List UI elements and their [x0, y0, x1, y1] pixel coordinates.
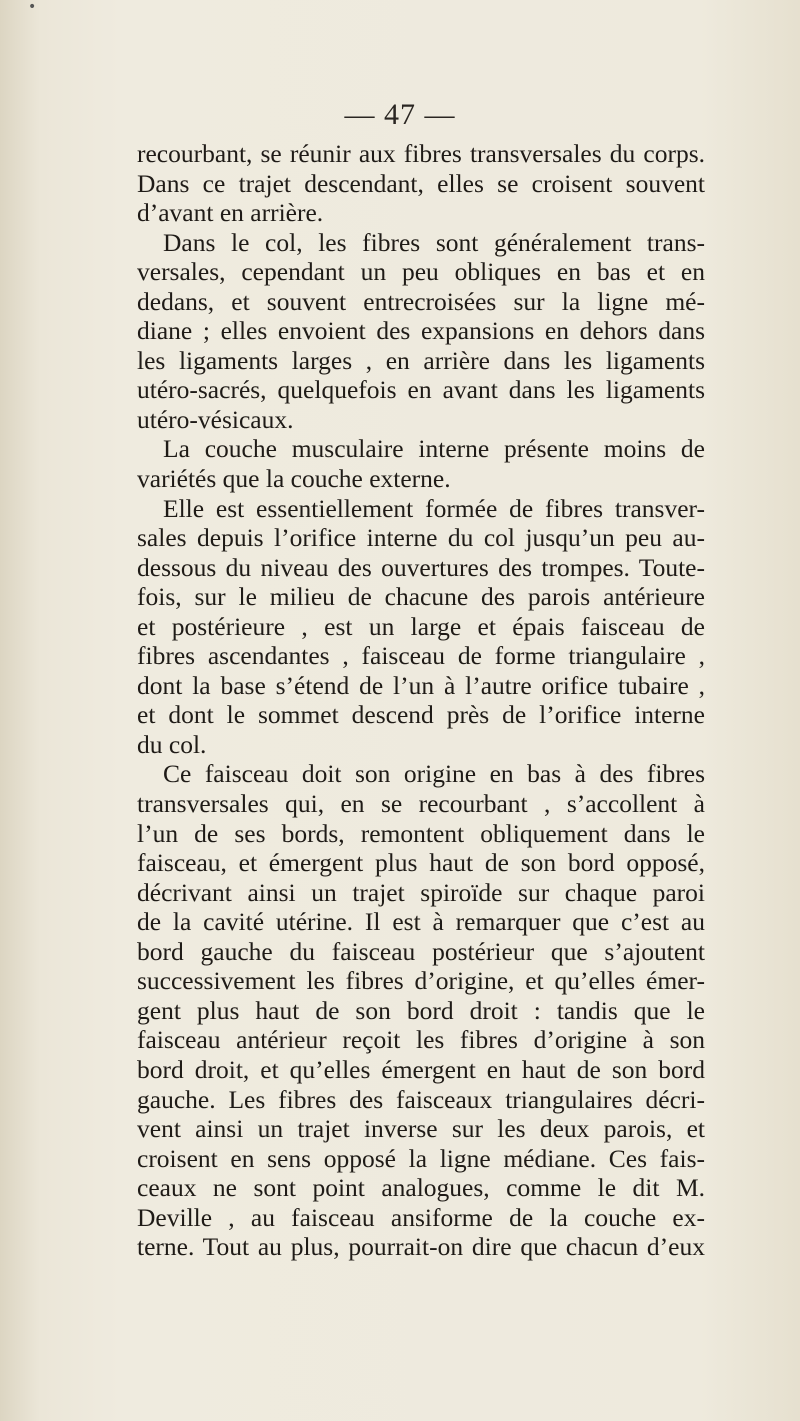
- text-line: faisceau antérieur reçoit les fibres d’origine à son: [137, 1025, 705, 1055]
- text-line: bord gauche du faisceau postérieur que s’ajoutent: [137, 936, 705, 966]
- text-line: croisent en sens opposé la ligne médiane. Ces fais-: [137, 1143, 705, 1173]
- text-line: du col.: [137, 729, 207, 759]
- text-line: gent plus haut de son bord droit : tandis que le: [137, 995, 705, 1025]
- text-line: décrivant ainsi un trajet spiroïde sur chaque paroi: [137, 877, 705, 907]
- text-line: transversales qui, en se recourbant , s’accollent à: [137, 789, 705, 819]
- text-line: ceaux ne sont point analogues, comme le dit M.: [137, 1173, 705, 1203]
- text-line: Deville , au faisceau ansiforme de la couche ex-: [137, 1202, 705, 1232]
- text-line: gauche. Les fibres des faisceaux triangulaires décri-: [137, 1084, 705, 1114]
- text-line: La couche musculaire interne présente moins de: [163, 434, 705, 464]
- text-line: terne. Tout au plus, pourrait-on dire que chacun d’eux: [137, 1232, 705, 1262]
- text-line: Dans ce trajet descendant, elles se croisent souvent: [137, 168, 705, 198]
- margin-mark: •: [28, 0, 37, 15]
- text-line: vent ainsi un trajet inverse sur les deux parois, et: [137, 1114, 705, 1144]
- text-line: d’avant en arrière.: [137, 198, 324, 228]
- text-line: l’un de ses bords, remontent obliquement dans le: [137, 818, 705, 848]
- text-line: successivement les fibres d’origine, et qu’elles émer-: [137, 966, 705, 996]
- text-line: variétés que la couche externe.: [137, 464, 451, 494]
- text-line: dedans, et souvent entrecroisées sur la ligne mé-: [137, 286, 705, 316]
- text-line: versales, cependant un peu obliques en bas et en: [137, 257, 705, 287]
- text-line: diane ; elles envoient des expansions en dehors dans: [137, 316, 705, 346]
- text-line: Elle est essentiellement formée de fibres transver-: [163, 493, 705, 523]
- page-number: — 47 —: [344, 98, 456, 131]
- text-line: dont la base s’étend de l’un à l’autre orifice tubaire ,: [137, 670, 705, 700]
- text-line: Dans le col, les fibres sont généralement trans-: [163, 227, 705, 257]
- text-line: faisceau, et émergent plus haut de son bord opposé,: [137, 848, 705, 878]
- text-line: et dont le sommet descend près de l’orifice interne: [137, 700, 705, 730]
- body-text: [137, 139, 705, 1262]
- text-line: de la cavité utérine. Il est à remarquer que c’est au: [137, 907, 705, 937]
- text-line: les ligaments larges , en arrière dans les ligaments: [137, 345, 705, 375]
- text-line: recourbant, se réunir aux fibres transversales du corps.: [137, 139, 705, 168]
- text-line: utéro-vésicaux.: [137, 404, 294, 434]
- text-line: fois, sur le milieu de chacune des parois antérieure: [137, 582, 705, 612]
- text-line: utéro-sacrés, quelquefois en avant dans les ligaments: [137, 375, 705, 405]
- text-line: fibres ascendantes , faisceau de forme triangulaire ,: [137, 641, 705, 671]
- text-line: Ce faisceau doit son origine en bas à des fibres: [163, 759, 705, 789]
- text-line: dessous du niveau des ouvertures des trompes. Toute-: [137, 552, 705, 582]
- text-line: sales depuis l’orifice interne du col jusqu’un peu au-: [137, 523, 705, 553]
- text-line: et postérieure , est un large et épais faisceau de: [137, 611, 705, 641]
- text-line: bord droit, et qu’elles émergent en haut de son bord: [137, 1054, 705, 1084]
